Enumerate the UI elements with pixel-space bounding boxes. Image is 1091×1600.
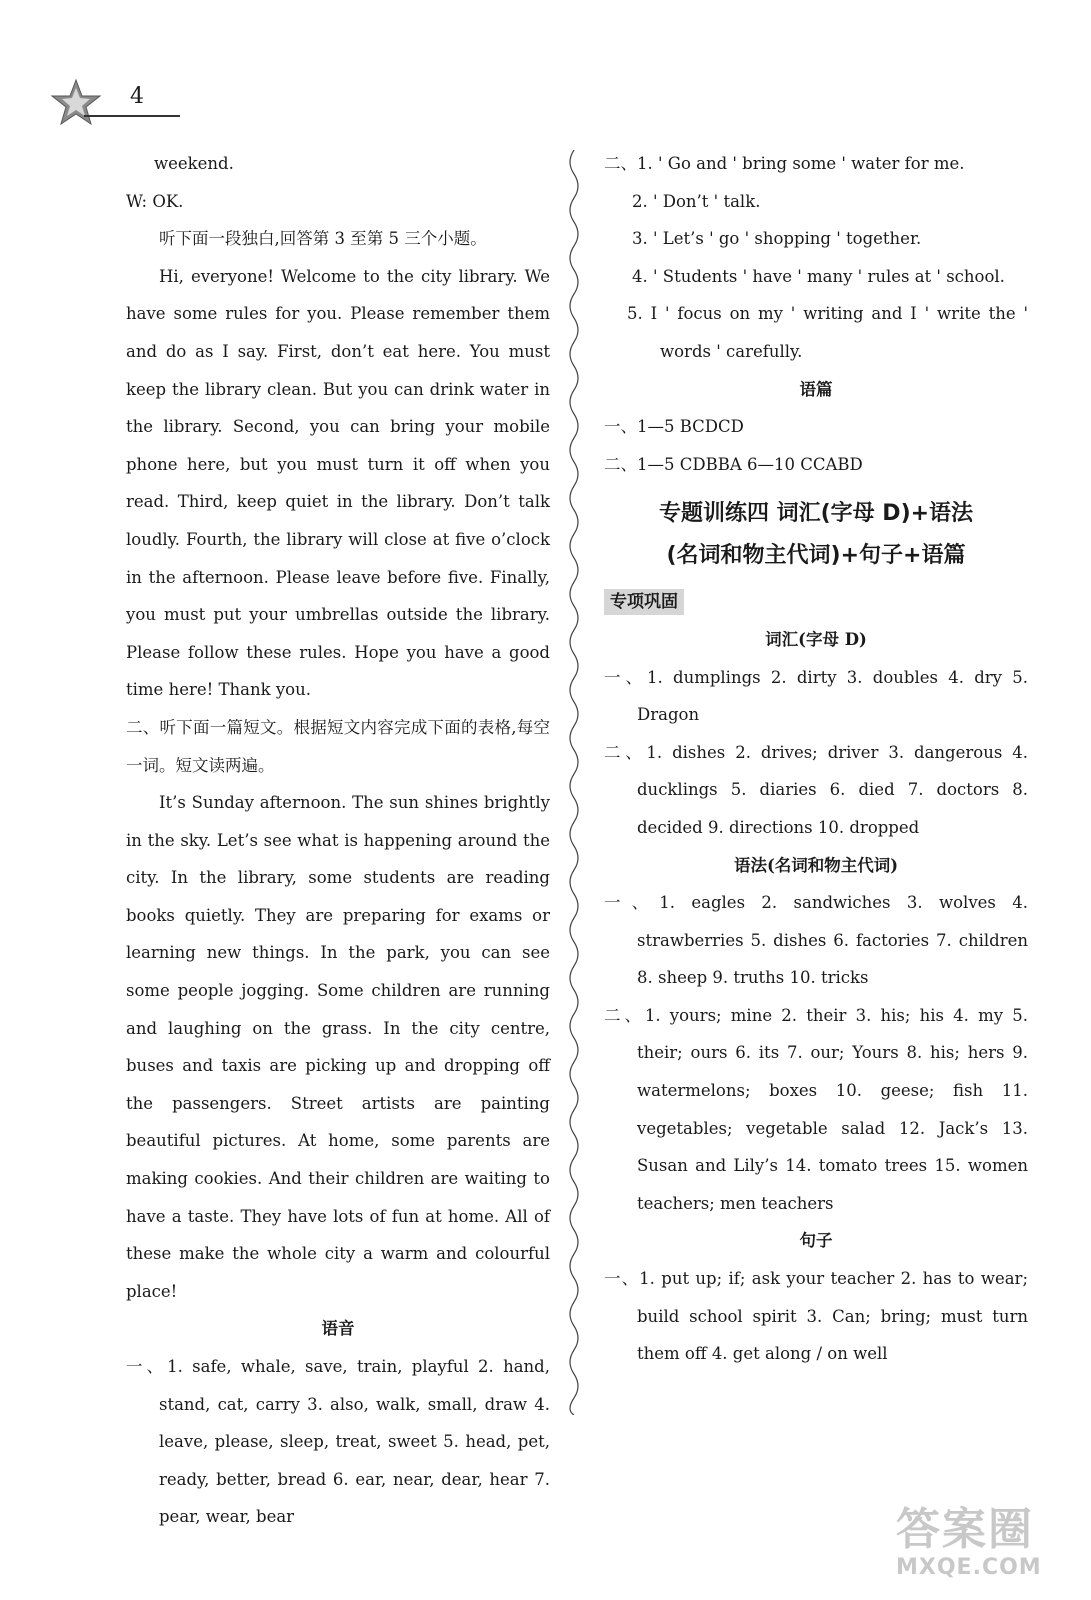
watermark-url: MXQE.COM [896,1555,1042,1580]
answer-line: 4. ' Students ' have ' many ' rules at ' school. [632,266,1005,286]
star-icon [50,78,106,128]
topic-title [604,493,1028,577]
listening-instruction: 听下面一段独白,回答第 3 至第 5 三个小题。 [159,229,487,249]
section-heading-sentences: 句子 [799,1231,833,1251]
watermark-logo [896,1505,1066,1590]
monologue-text: Hi, everyone! Welcome to the city library. We have some rules for you. Please remember them and do as I say. First, don’t eat here. You must keep the library clean. But you can drink water in the library. Second, you can bring your mobile phone here, but you must turn it off when you read. Third, keep quiet in the library. Don’t talk loudly. Fourth, the library will close at five o’clock in the afternoon. Please leave before five. Finally, you must put your umbrellas outside the library. Please follow these rules. Hope you have a good time here! Thank you. [126,266,550,700]
left-column [126,145,550,1536]
header-rule [84,115,180,117]
right-column [604,145,1028,1373]
section-heading-passage: 语篇 [799,379,833,399]
answer-block: 一、1. eagles 2. sandwiches 3. wolves 4. strawberries 5. dishes 6. factories 7. children 8. sheep 9. truths 10. tricks [604,893,1028,988]
dialogue-line: W: OK. [126,191,184,211]
section-heading-phonetics: 语音 [321,1319,355,1339]
answer-line: 二、1. ' Go and ' bring some ' water for me. [604,154,965,173]
answer-block: 二、1. dishes 2. drives; driver 3. dangerous 4. ducklings 5. diaries 6. died 7. doctors 8. decided 9. directions 10. dropped [604,742,1028,837]
topic-title-line: (名词和物主代词)+句子+语篇 [666,543,966,569]
watermark-text: 答案圈 [896,1504,1034,1555]
answer-line: 3. ' Let’s ' go ' shopping ' together. [632,229,922,249]
answer-line: 二、1—5 CDBBA 6—10 CCABD [604,454,863,474]
dialogue-line: weekend. [154,154,234,173]
section-heading-grammar: 语法(名词和物主代词) [733,855,899,875]
column-divider [563,150,585,1415]
answer-line: 5. I ' focus on my ' writing and I ' write the ' words ' carefully. [627,304,1028,361]
page-header [50,78,190,128]
answer-line: 一、1—5 BCDCD [604,417,744,437]
section-badge: 专项巩固 [604,589,684,615]
answer-block: 一、1. dumplings 2. dirty 3. doubles 4. dry 5. Dragon [604,667,1028,725]
page-number: 4 [130,84,144,109]
answer-line: 2. ' Don’t ' talk. [632,191,761,211]
answer-block: 一、1. put up; if; ask your teacher 2. has to wear; build school spirit 3. Can; bring; must turn them off 4. get along / on well [604,1269,1028,1364]
topic-title-line: 专题训练四 词汇(字母 D)+语法 [658,501,974,527]
section-heading-vocab: 词汇(字母 D) [765,629,867,649]
passage-text: It’s Sunday afternoon. The sun shines brightly in the sky. Let’s see what is happening around the city. In the library, some students are reading books quietly. They are preparing for exams or learning new things. In the park, you can see some people jogging. Some children are running and laughing on the grass. In the city centre, buses and taxis are picking up and dropping off the passengers. Street artists are painting beautiful pictures. At home, some parents are making cookies. And their children are waiting to have a taste. They have lots of fun at home. All of these make the whole city a warm and colourful place! [126,793,550,1301]
answer-block: 二、1. yours; mine 2. their 3. his; his 4. my 5. their; ours 6. its 7. our; Yours 8. his; hers 9. watermelons; boxes 10. geese; fish 11. vegetables; vegetable salad 12. Jack’s 13. Susan and Lily’s 14. tomato trees 15. women teachers; men teachers [604,1005,1028,1213]
answer-block: 一、1. safe, whale, save, train, playful 2. hand, stand, cat, carry 3. also, walk, small, draw 4. leave, please, sleep, treat, sweet 5. head, pet, ready, better, bread 6. ear, near, dear, hear 7. pear, wear, bear [126,1357,550,1527]
section-instruction: 二、听下面一篇短文。根据短文内容完成下面的表格,每空一词。短文读两遍。 [126,717,550,775]
